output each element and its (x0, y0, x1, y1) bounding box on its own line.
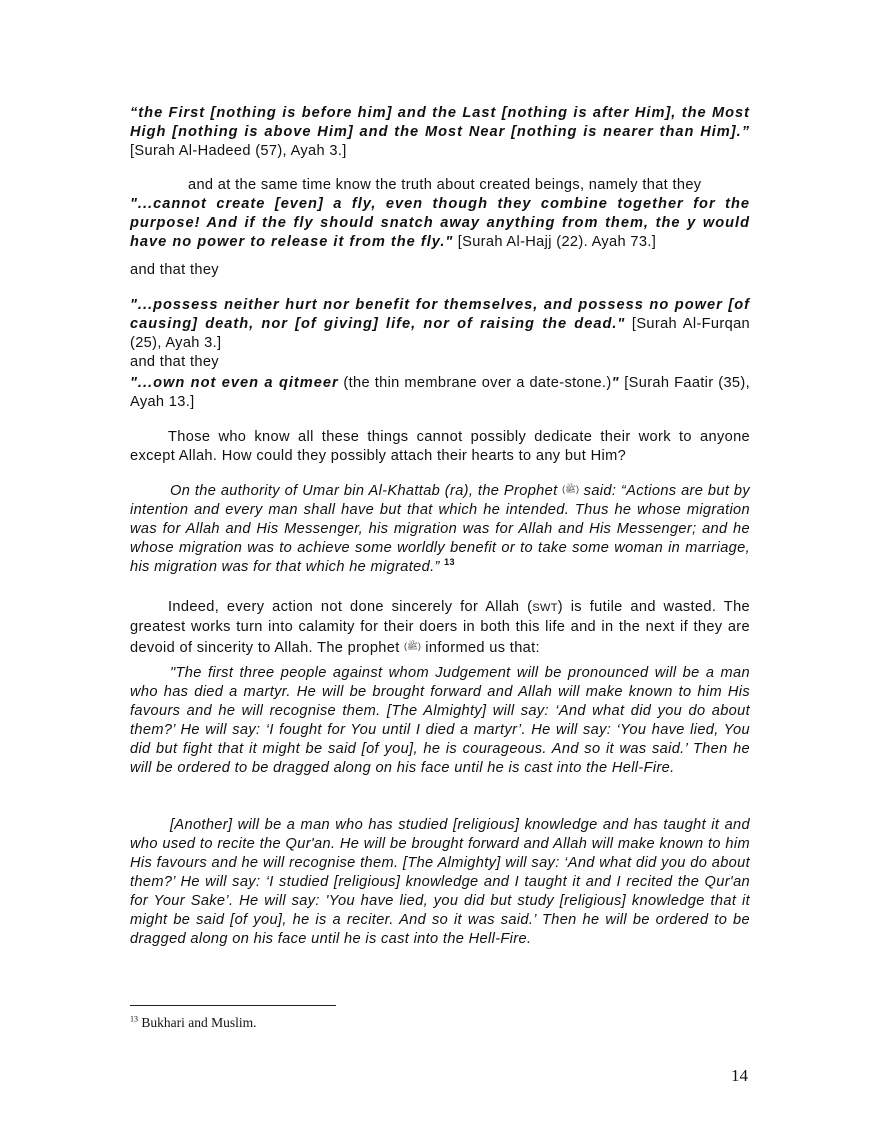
page-number: 14 (731, 1066, 748, 1085)
quote-reference: [Surah Al-Hadeed (57), Ayah 3.] (130, 143, 347, 159)
quote-text: "...cannot create [even] a fly, even though they combine together for the purpose! And if the fly should snatch away anything from them, the y would have no power to release it from the fly." (130, 196, 750, 250)
hadith-three-people-p1 (130, 664, 750, 778)
paragraph-those-who-know (130, 428, 750, 466)
paragraph-text-2: ) is futile and wasted. The greatest works turn into calamity for their doers in both this life and in the next if they are devoid of sincerity to Allah. The prophet (130, 599, 750, 656)
footnote-reference[interactable]: 13 (444, 557, 455, 568)
footnote (130, 1015, 257, 1031)
swt-abbrev: SWT (532, 602, 558, 614)
quote-close: " (611, 375, 620, 391)
quote-text: "...own not even a qitmeer (130, 375, 339, 391)
quote-al-furqan (130, 296, 750, 372)
paragraph-text-3: informed us that: (420, 640, 540, 656)
hadith-intention (130, 480, 750, 577)
quote-faatir (130, 374, 750, 412)
and-that-they-2: and that they (130, 354, 219, 370)
paragraph-indeed (130, 598, 750, 658)
and-that-they-1: and that they (130, 262, 219, 278)
pbuh-icon: (ﷺ) (562, 484, 580, 494)
quote-al-hajj-block (130, 176, 750, 252)
hadith-text: "The first three people against whom Judgement will be pronounced will be a man who has died a martyr. He will be brought forward and Allah will make known to him His favours and he will recognise them. [The Almighty] will say: ‘And what did you do about them?’ He will say: ‘I fought for You until I died a martyr’. He will say: ‘You have lied, You did but fight that it might be said [of you], he is courageous. And so it was said.’ Then he will be ordered to be dragged along on his face until he is cast into the Hell-Fire. (130, 665, 750, 776)
quote-reference: [Surah Al-Furqan (25), Ayah 3.] (130, 316, 750, 351)
hadith-three-people-p2 (130, 816, 750, 949)
quote-text: “the First [nothing is before him] and the Last [nothing is after Him], the Most High [nothing is above Him] and the Most Near [nothing is nearer than Him].” (130, 105, 750, 140)
footnote-divider (130, 1005, 336, 1006)
footnote-text: Bukhari and Muslim. (138, 1015, 257, 1030)
hadith-text: said: “Actions are but by intention and every man shall have but that which he intended. Thus he whose migration was for Allah and His Messenger, his migration was for Allah and His Messenger; and he whose migration was to achieve some worldly benefit or to take some woman in marriage, his migration was for that which he migrated.” (130, 483, 750, 575)
quote-reference: [Surah Al-Hajj (22). Ayah 73.] (453, 234, 657, 250)
quote-al-hadeed (130, 104, 750, 161)
paragraph-text-1: Indeed, every action not done sincerely for Allah ( (168, 599, 533, 615)
quote-gloss: (the thin membrane over a date-stone.) (338, 375, 612, 391)
hadith-text: [Another] will be a man who has studied [religious] knowledge and has taught it and who used to recite the Qur'an. He will be brought forward and Allah will make known to him His favours and he will recognise them. [The Almighty] will say: ‘And what did you do about them?’ He will say: ‘I studied [religious] knowledge and I taught it and I recited the Qur'an for Your Sake’. He will say: 'You have lied, you did but study [religious] knowledge that it might be said [of you], he is a reciter. And so it was said.’ Then he will be ordered to be dragged along on his face until he is cast into the Hell-Fire. (130, 817, 750, 947)
hadith-lead: On the authority of Umar bin Al-Khattab (ra), the Prophet (170, 483, 558, 499)
paragraph-text: Those who know all these things cannot possibly dedicate their work to anyone except Allah. How could they possibly attach their hearts to any but Him? (130, 429, 750, 464)
footnote-number: 13 (130, 1014, 138, 1024)
intro-text: and at the same time know the truth about created beings, namely that they (188, 177, 702, 193)
quote-reference: [Surah Faatir (35), Ayah 13.] (130, 375, 750, 410)
quote-text: "...possess neither hurt nor benefit for themselves, and possess no power [of causing] death, nor [of giving] life, nor of raising the dead." (130, 297, 750, 332)
pbuh-icon: (ﷺ) (404, 641, 421, 651)
